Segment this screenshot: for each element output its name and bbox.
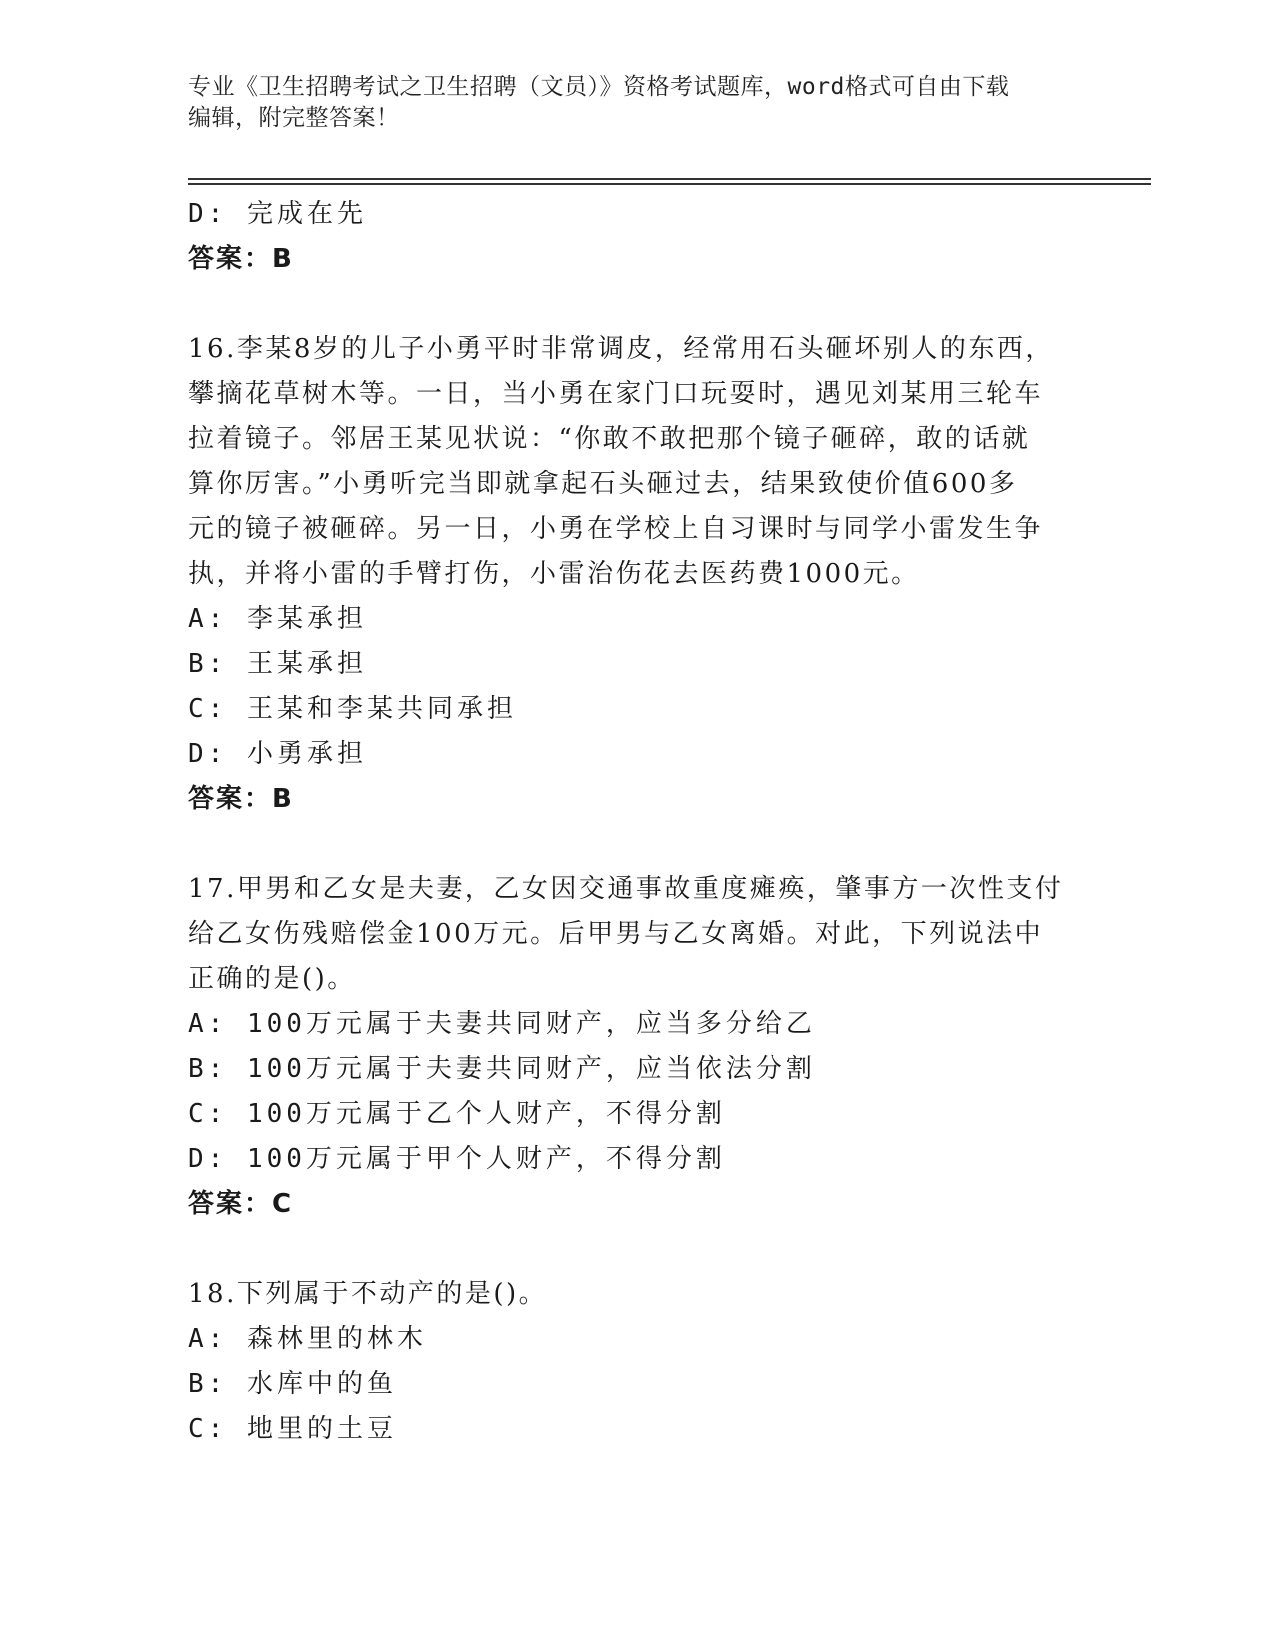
header-divider-top: [188, 178, 1151, 180]
spacer: [188, 282, 1088, 327]
q17-answer: 答案：C: [188, 1189, 294, 1219]
q17-line: 17.甲男和乙女是夫妻，乙女因交通事故重度瘫痪，肇事方一次性支付: [188, 874, 1064, 904]
q16-option-d: D: 小勇承担: [188, 739, 367, 769]
q18-option-c: C: 地里的土豆: [188, 1414, 397, 1444]
q16-line: 元的镜子被砸碎。另一日，小勇在学校上自习课时与同学小雷发生争: [188, 514, 1044, 544]
question-16: [188, 327, 1088, 597]
q18-option-b: B: 水库中的鱼: [188, 1369, 397, 1399]
q16-line: 算你厉害。”小勇听完当即就拿起石头砸过去，结果致使价值600多: [188, 469, 1018, 499]
header-line-2: 编辑，附完整答案！: [188, 105, 400, 131]
header-line-1: 专业《卫生招聘考试之卫生招聘（文员）》资格考试题库，word格式可自由下载: [188, 74, 1010, 100]
q18-line: 18.下列属于不动产的是()。: [188, 1279, 548, 1309]
q16-line: 执，并将小雷的手臂打伤，小雷治伤花去医药费1000元。: [188, 559, 920, 589]
q16-line: 拉着镜子。邻居王某见状说：“你敢不敢把那个镜子砸碎，敢的话就: [188, 424, 1031, 454]
q16-line: 攀摘花草树木等。一日，当小勇在家门口玩耍时，遇见刘某用三轮车: [188, 379, 1044, 409]
document-header: [188, 72, 1088, 134]
prev-option-d: D: 完成在先: [188, 199, 367, 229]
q16-option-b: B: 王某承担: [188, 649, 367, 679]
spacer: [188, 1227, 1088, 1272]
header-divider-bottom: [188, 183, 1151, 185]
q17-option-a: A: 100万元属于夫妻共同财产，应当多分给乙: [188, 1009, 816, 1039]
question-content: [188, 192, 1088, 1452]
q16-option-c: C: 王某和李某共同承担: [188, 694, 517, 724]
q17-option-c: C: 100万元属于乙个人财产，不得分割: [188, 1099, 726, 1129]
q17-line: 正确的是()。: [188, 964, 356, 994]
q16-option-a: A: 李某承担: [188, 604, 367, 634]
q18-option-a: A: 森林里的林木: [188, 1324, 427, 1354]
q16-answer: 答案：B: [188, 784, 294, 814]
q16-line: 16.李某8岁的儿子小勇平时非常调皮，经常用石头砸坏别人的东西，: [188, 334, 1054, 364]
q17-option-b: B: 100万元属于夫妻共同财产，应当依法分割: [188, 1054, 816, 1084]
question-18: [188, 1272, 1088, 1317]
q17-line: 给乙女伤残赔偿金100万元。后甲男与乙女离婚。对此，下列说法中: [188, 919, 1044, 949]
prev-answer: 答案：B: [188, 244, 294, 274]
question-17: [188, 867, 1088, 1002]
q17-option-d: D: 100万元属于甲个人财产，不得分割: [188, 1144, 726, 1174]
spacer: [188, 822, 1088, 867]
